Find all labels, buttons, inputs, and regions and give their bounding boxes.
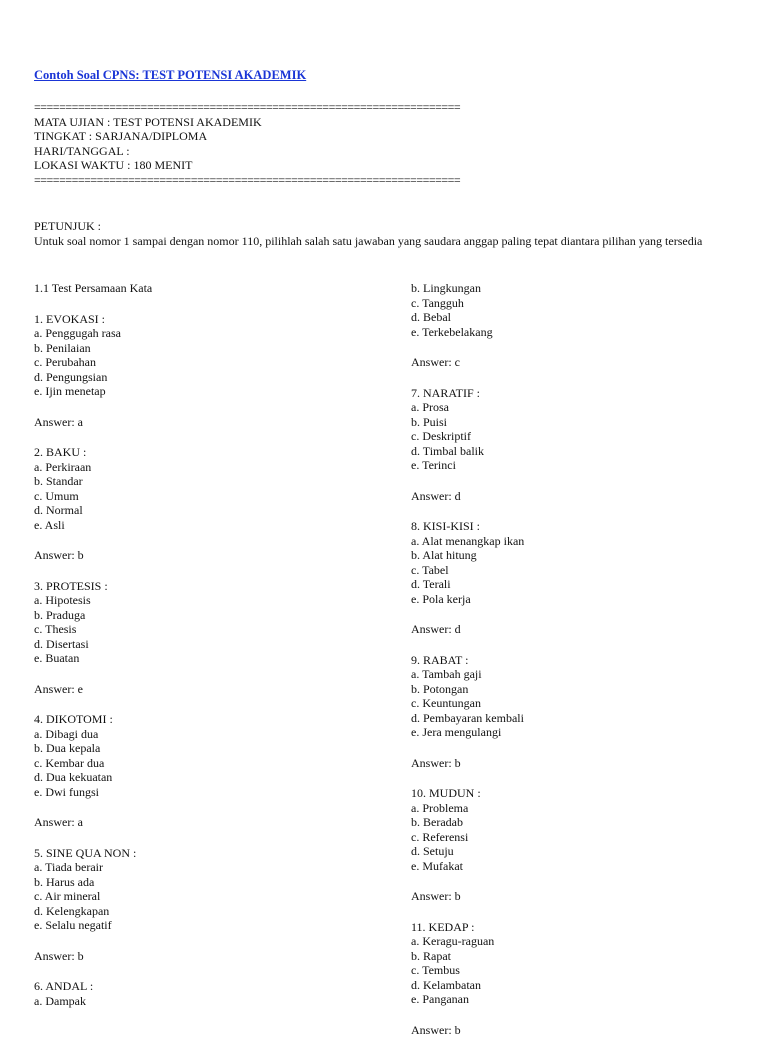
answer-option: b. Penilaian <box>34 340 91 355</box>
answer-key: Answer: a <box>34 815 83 829</box>
page-title-link[interactable]: Contoh Soal CPNS: TEST POTENSI AKADEMIK <box>34 68 307 82</box>
answer-option: e. Dwi fungsi <box>34 784 99 799</box>
answer-option: c. Air mineral <box>34 889 101 903</box>
answer-option: b. Lingkungan <box>411 281 481 295</box>
answer-option: e. Asli <box>34 517 65 532</box>
answer-option: b. Potongan <box>411 681 469 696</box>
answer-option: e. Pola kerja <box>411 591 471 606</box>
question-title: 11. KEDAP : <box>411 919 475 934</box>
answer-option: c. Keuntungan <box>411 696 481 710</box>
exam-header <box>34 100 734 187</box>
question-block <box>411 386 751 504</box>
left-column <box>34 281 374 1008</box>
answer-option: a. Dampak <box>34 993 86 1008</box>
header-line-date: HARI/TANGGAL : <box>34 143 130 158</box>
answer-option: d. Terali <box>411 577 451 591</box>
answer-option: a. Dibagi dua <box>34 726 99 741</box>
answer-option: c. Tembus <box>411 963 460 977</box>
answer-option: e. Mufakat <box>411 858 463 873</box>
answer-option: e. Panganan <box>411 992 469 1006</box>
question-title: 4. DIKOTOMI : <box>34 712 113 726</box>
answer-option: c. Tangguh <box>411 295 464 310</box>
answer-option: a. Hipotesis <box>34 593 91 607</box>
header-line-subject: MATA UJIAN : TEST POTENSI AKADEMIK <box>34 114 262 129</box>
question-title: 8. KISI-KISI : <box>411 519 480 533</box>
answer-key: Answer: d <box>411 622 461 636</box>
answer-option: d. Disertasi <box>34 636 89 651</box>
question-title: 1. EVOKASI : <box>34 311 105 326</box>
answer-option: d. Dua kekuatan <box>34 770 113 784</box>
question-block <box>411 653 751 771</box>
question-block <box>34 846 374 964</box>
answer-option: b. Alat hitung <box>411 548 477 562</box>
answer-option: a. Perkiraan <box>34 459 92 474</box>
answer-option: b. Praduga <box>34 607 86 622</box>
answer-option: a. Alat menangkap ikan <box>411 533 525 548</box>
answer-option: e. Jera mengulangi <box>411 725 502 739</box>
answer-option: c. Deskriptif <box>411 429 471 443</box>
separator-top: ==================================================================== <box>34 100 461 114</box>
answer-option: d. Kelambatan <box>411 977 481 992</box>
header-line-level: TINGKAT : SARJANA/DIPLOMA <box>34 129 208 143</box>
answer-option: b. Standar <box>34 474 83 488</box>
answer-key: Answer: b <box>34 548 84 562</box>
instructions-heading: PETUNJUK : <box>34 219 102 233</box>
answer-option: e. Terkebelakang <box>411 324 493 339</box>
answer-option: c. Umum <box>34 488 79 503</box>
question-block <box>34 712 374 830</box>
answer-option: c. Tabel <box>411 562 449 577</box>
question-title: 7. NARATIF : <box>411 385 481 400</box>
answer-option: a. Tambah gaji <box>411 667 482 681</box>
answer-key: Answer: d <box>411 488 461 503</box>
answer-option: c. Referensi <box>411 829 469 844</box>
answer-option: a. Problema <box>411 800 469 815</box>
answer-option: b. Beradab <box>411 815 463 829</box>
right-question-list <box>411 386 751 1038</box>
answer-key: Answer: b <box>411 889 461 903</box>
answer-option: d. Pembayaran kembali <box>411 710 524 725</box>
answer-option: b. Harus ada <box>34 874 95 889</box>
answer-option: d. Timbal balik <box>411 443 485 458</box>
question-block <box>411 786 751 904</box>
question-block <box>411 920 751 1038</box>
answer-option: a. Penggugah rasa <box>34 326 121 340</box>
answer-option: e. Terinci <box>411 458 456 472</box>
answer-key: Answer: e <box>34 681 83 696</box>
question-block <box>34 312 374 430</box>
separator-bottom: ==================================================================== <box>34 172 461 187</box>
answer-option: d. Setuju <box>411 844 454 858</box>
question-title: 5. SINE QUA NON : <box>34 845 137 860</box>
answer-option: e. Selalu negatif <box>34 918 112 932</box>
question-title: 3. PROTESIS : <box>34 578 108 593</box>
answer-option: a. Keragu-raguan <box>411 934 495 948</box>
question-title: 6. ANDAL : <box>34 979 94 993</box>
section-title: 1.1 Test Persamaan Kata <box>34 281 153 295</box>
answer-option: c. Perubahan <box>34 355 96 369</box>
answer-option: c. Thesis <box>34 622 77 636</box>
continuation-options <box>411 281 751 339</box>
answer-key: Answer: b <box>34 948 84 963</box>
answer-option: a. Prosa <box>411 400 449 414</box>
answer-key: Answer: b <box>411 755 461 770</box>
answer-option: b. Dua kepala <box>34 741 101 755</box>
right-column <box>411 281 751 1053</box>
instructions-text: Untuk soal nomor 1 sampai dengan nomor 110, pilihlah salah satu jawaban yang saudara anggap paling tepat diantara pilihan yang tersedia <box>34 233 703 248</box>
left-question-list <box>34 312 374 1009</box>
answer-option: b. Puisi <box>411 414 448 429</box>
answer-option: e. Buatan <box>34 651 80 665</box>
answer-option: d. Normal <box>34 503 83 517</box>
answer-option: e. Ijin menetap <box>34 384 106 398</box>
question-block <box>34 979 374 1008</box>
answer-key: Answer: a <box>34 414 83 429</box>
question-title: 2. BAKU : <box>34 445 87 459</box>
answer-option: a. Tiada berair <box>34 860 103 874</box>
question-block <box>34 579 374 697</box>
question-title: 9. RABAT : <box>411 652 469 667</box>
instructions <box>34 219 754 248</box>
answer-option: b. Rapat <box>411 948 451 963</box>
answer-option: c. Kembar dua <box>34 755 105 770</box>
question-title: 10. MUDUN : <box>411 786 481 800</box>
header-line-time: LOKASI WAKTU : 180 MENIT <box>34 158 193 172</box>
answer-option: d. Kelengkapan <box>34 903 110 918</box>
answer-option: d. Bebal <box>411 310 451 324</box>
question-block <box>34 445 374 563</box>
question-block <box>411 519 751 637</box>
answer-key: Answer: b <box>411 1022 461 1037</box>
answer-option: d. Pengungsian <box>34 369 108 384</box>
continuation-answer: Answer: c <box>411 355 460 369</box>
